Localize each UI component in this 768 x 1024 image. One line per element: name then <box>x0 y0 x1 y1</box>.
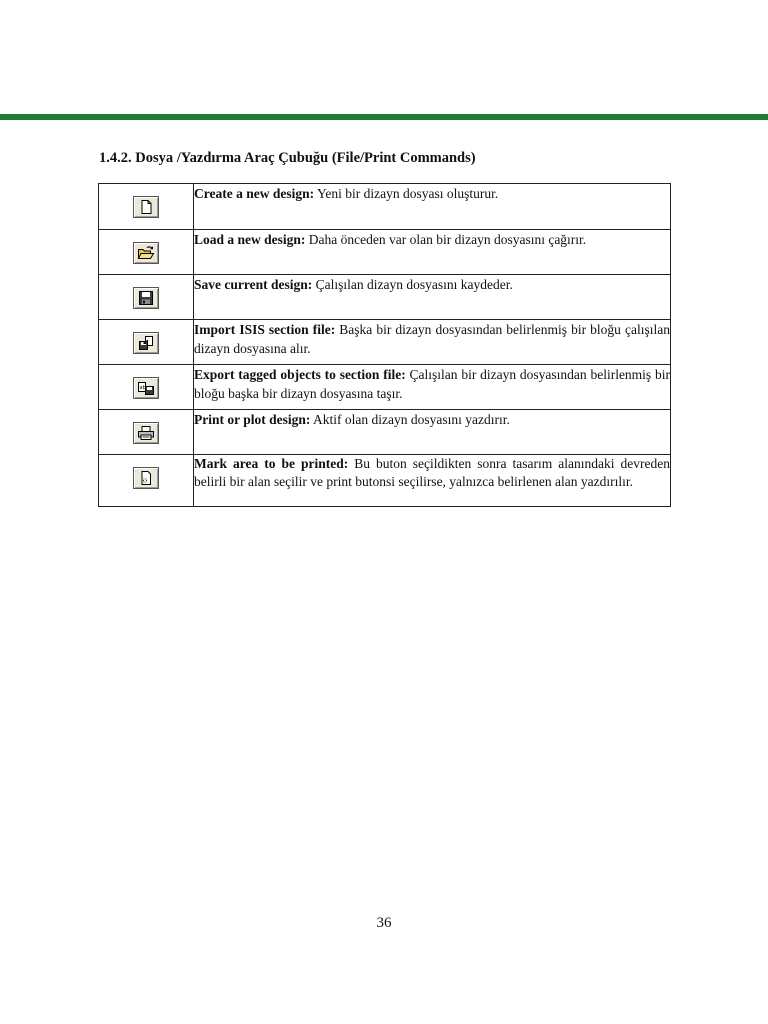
table-row <box>99 230 671 275</box>
file-print-commands-table <box>98 183 671 507</box>
command-name: Mark area to be printed: <box>194 456 349 471</box>
description-cell <box>194 365 671 410</box>
new-file-icon[interactable] <box>133 196 159 218</box>
import-section-icon[interactable] <box>133 332 159 354</box>
description-cell <box>194 410 671 455</box>
command-description: Yeni bir dizayn dosyası oluşturur. <box>314 186 499 201</box>
header-rule <box>0 114 768 120</box>
icon-cell <box>99 455 194 507</box>
icon-cell <box>99 365 194 410</box>
command-name: Print or plot design: <box>194 412 311 427</box>
table-row <box>99 275 671 320</box>
table-row <box>99 455 671 507</box>
export-section-icon[interactable] <box>133 377 159 399</box>
description-cell <box>194 320 671 365</box>
page-number: 36 <box>376 915 392 931</box>
command-description: Çalışılan dizayn dosyasını kaydeder. <box>312 277 513 292</box>
command-name: Save current design: <box>194 277 313 292</box>
command-description: Çalışılan bir dizayn dosyasından belirlenmiş bir bloğu başka bir dizayn dosyasına taşır. <box>194 367 670 401</box>
icon-cell <box>99 410 194 455</box>
mark-print-area-icon[interactable] <box>133 467 159 489</box>
icon-cell <box>99 320 194 365</box>
command-description: Başka bir dizayn dosyasından belirlenmiş bir bloğu çalışılan dizayn dosyasına alır. <box>194 322 670 356</box>
description-cell <box>194 184 671 230</box>
section-heading: 1.4.2. Dosya /Yazdırma Araç Çubuğu (File/Print Commands) <box>99 150 476 166</box>
icon-cell <box>99 275 194 320</box>
table-row <box>99 184 671 230</box>
table-row <box>99 410 671 455</box>
table-row <box>99 365 671 410</box>
svg-text:ab: ab <box>139 385 146 391</box>
command-name: Load a new design: <box>194 232 306 247</box>
icon-cell <box>99 184 194 230</box>
command-description: Aktif olan dizayn dosyasını yazdırır. <box>310 412 510 427</box>
open-folder-icon[interactable] <box>133 242 159 264</box>
icon-cell <box>99 230 194 275</box>
command-description: Bu buton seçildikten sonra tasarım alanındaki devreden belirli bir alan seçilir ve print butonsi seçilirse, yalnızca belirlenen alan yazdırılır. <box>194 456 670 489</box>
printer-icon[interactable] <box>133 422 159 444</box>
command-name: Create a new design: <box>194 186 315 201</box>
description-cell <box>194 455 671 507</box>
description-cell <box>194 230 671 275</box>
floppy-disk-icon[interactable] <box>133 287 159 309</box>
description-cell <box>194 275 671 320</box>
command-name: Import ISIS section file: <box>194 322 336 337</box>
command-description: Daha önceden var olan bir dizayn dosyasını çağırır. <box>305 232 587 247</box>
command-name: Export tagged objects to section file: <box>194 367 406 382</box>
table-row <box>99 320 671 365</box>
